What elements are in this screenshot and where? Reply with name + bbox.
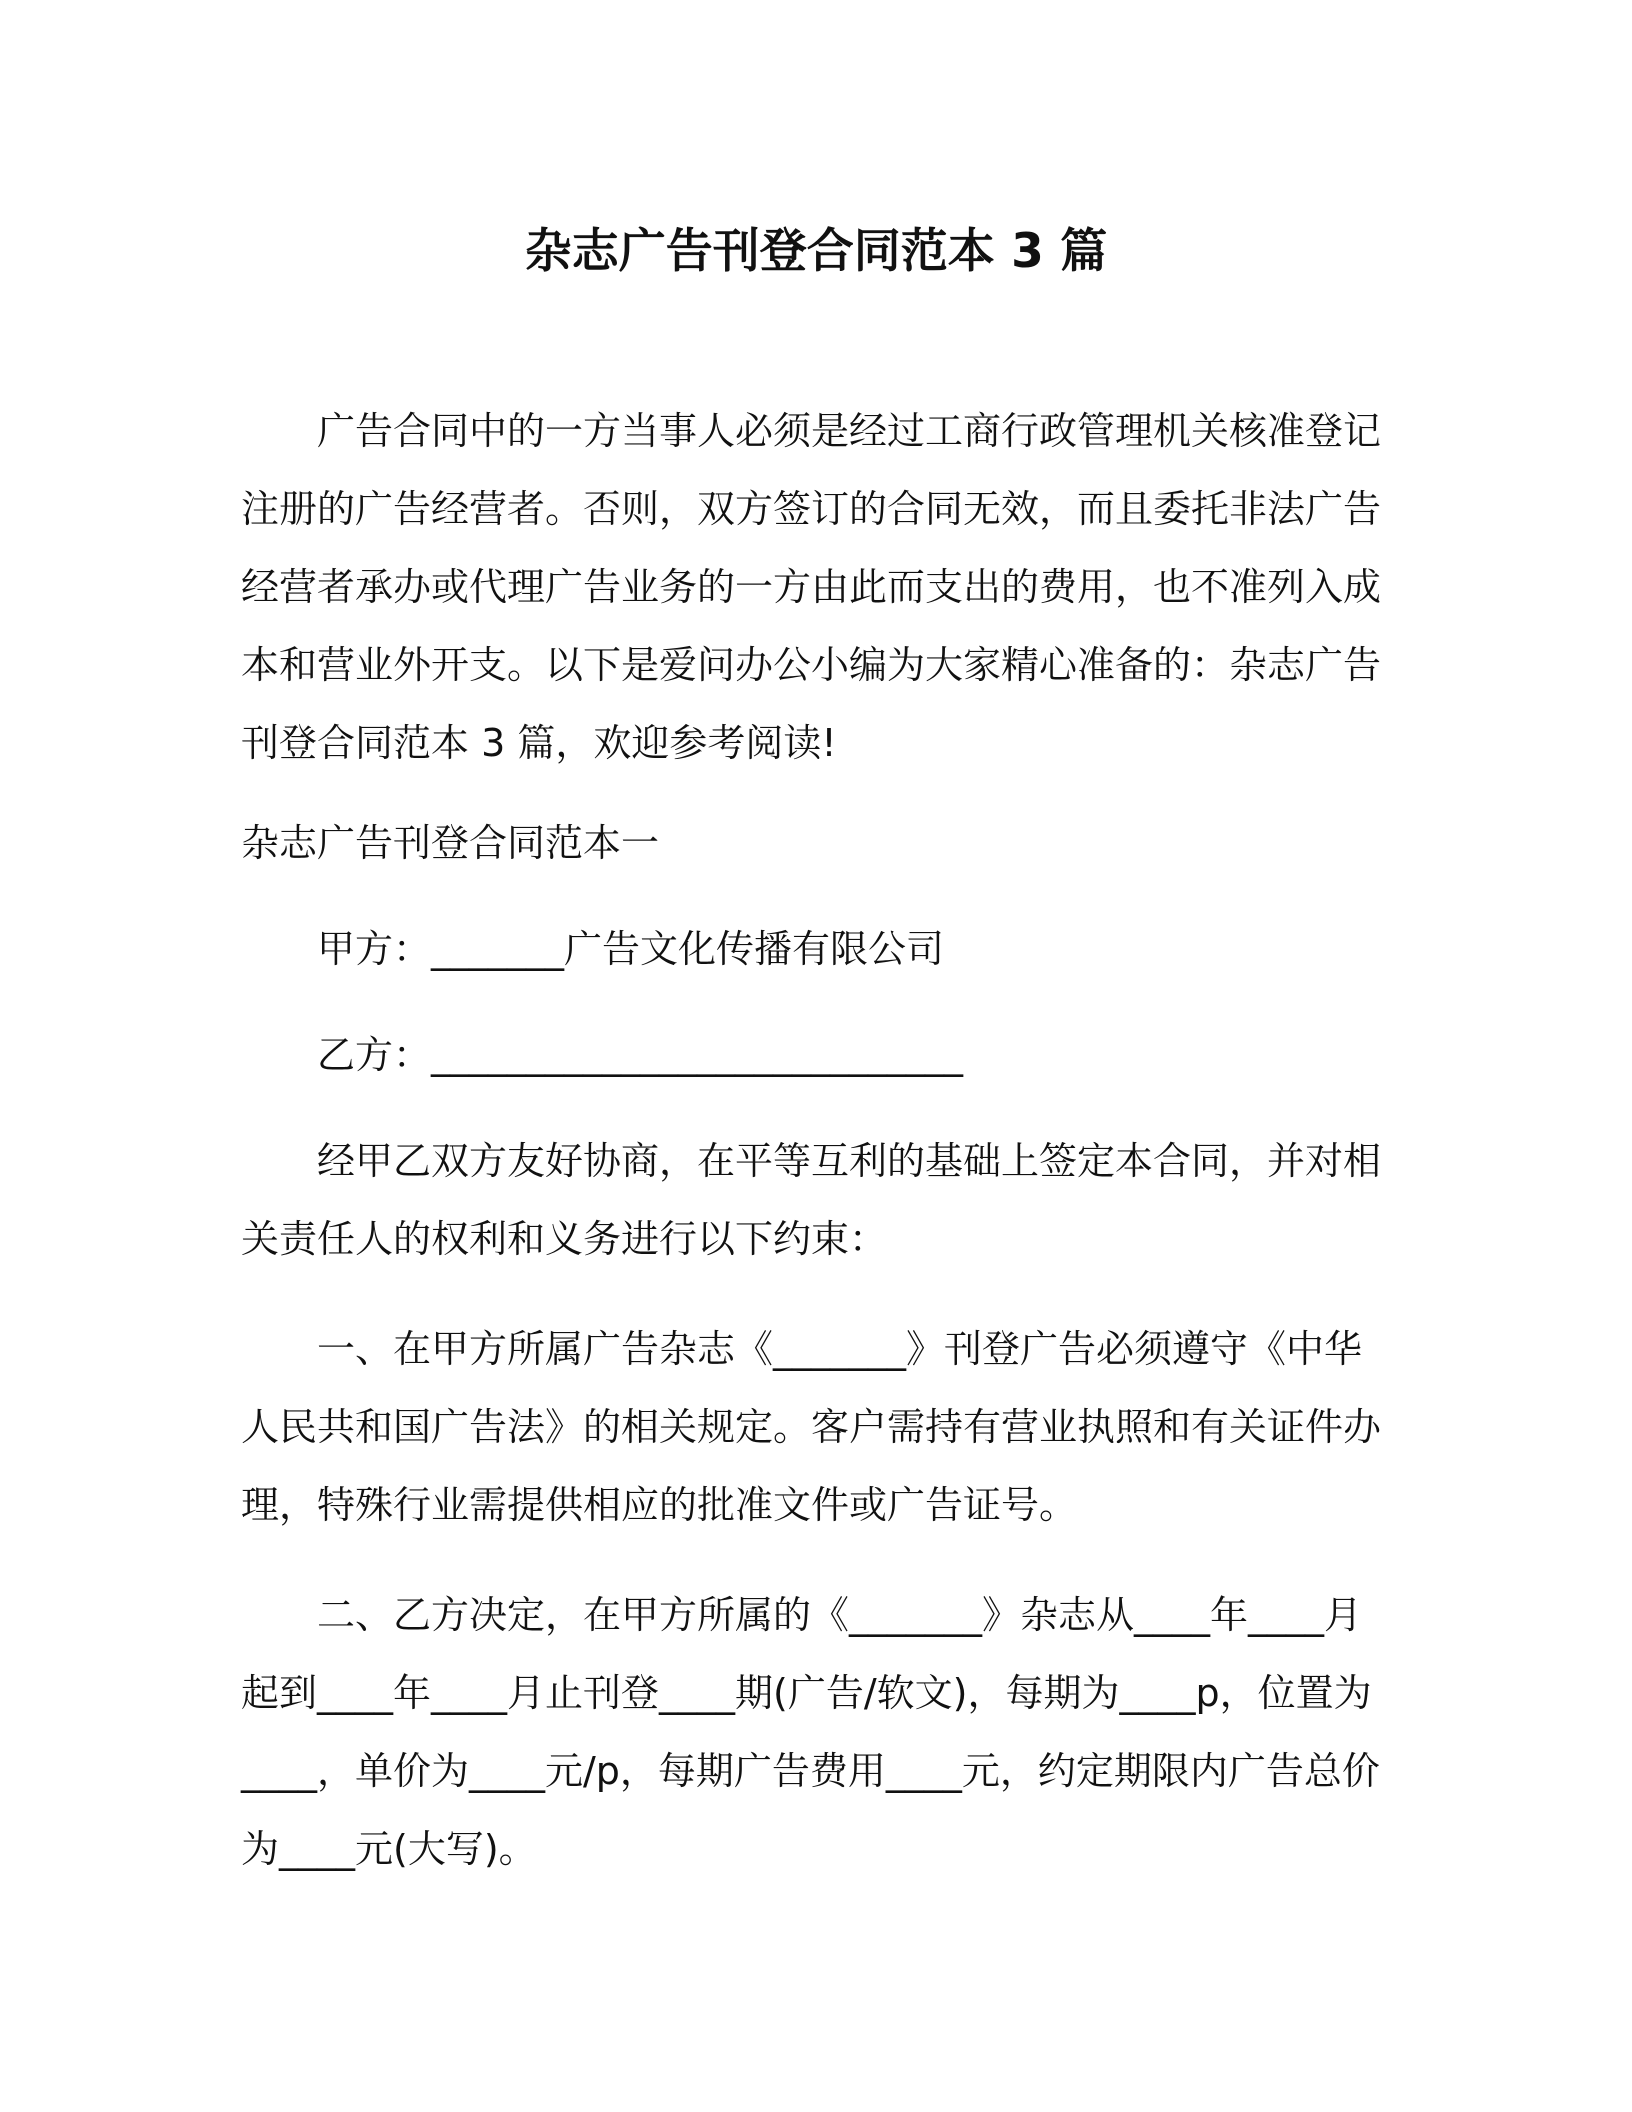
document-title: 杂志广告刊登合同范本 3 篇: [524, 224, 1108, 279]
clause-1-paragraph: 一、在甲方所属广告杂志《_______》刊登广告必须遵守《中华人民共和国广告法》的相关规定。客户需持有营业执照和有关证件办理，特殊行业需提供相应的批准文件或广告证号。: [241, 1327, 1382, 1527]
party-b-line: 乙方：____________________________: [317, 1033, 964, 1077]
document-body: [241, 392, 1391, 1888]
intro-paragraph: 广告合同中的一方当事人必须是经过工商行政管理机关核准登记注册的广告经营者。否则，双方签订的合同无效，而且委托非法广告经营者承办或代理广告业务的一方由此而支出的费用，也不准列入成本和营业外开支。以下是爱问办公小编为大家精心准备的：杂志广告刊登合同范本 3 篇，欢迎参考阅读!: [241, 409, 1382, 765]
section-heading: 杂志广告刊登合同范本一: [241, 821, 660, 865]
clause-2-paragraph: 二、乙方决定，在甲方所属的《_______》杂志从____年____月起到____年____月止刊登____期(广告/软文)，每期为____p，位置为____，单价为____元/p，每期广告费用____元，约定期限内广告总价为____元(大写)。: [241, 1593, 1380, 1871]
preamble-paragraph: 经甲乙双方友好协商，在平等互利的基础上签定本合同，并对相关责任人的权利和义务进行以下约束：: [241, 1139, 1382, 1261]
party-a-line: 甲方：_______广告文化传播有限公司: [317, 927, 945, 971]
